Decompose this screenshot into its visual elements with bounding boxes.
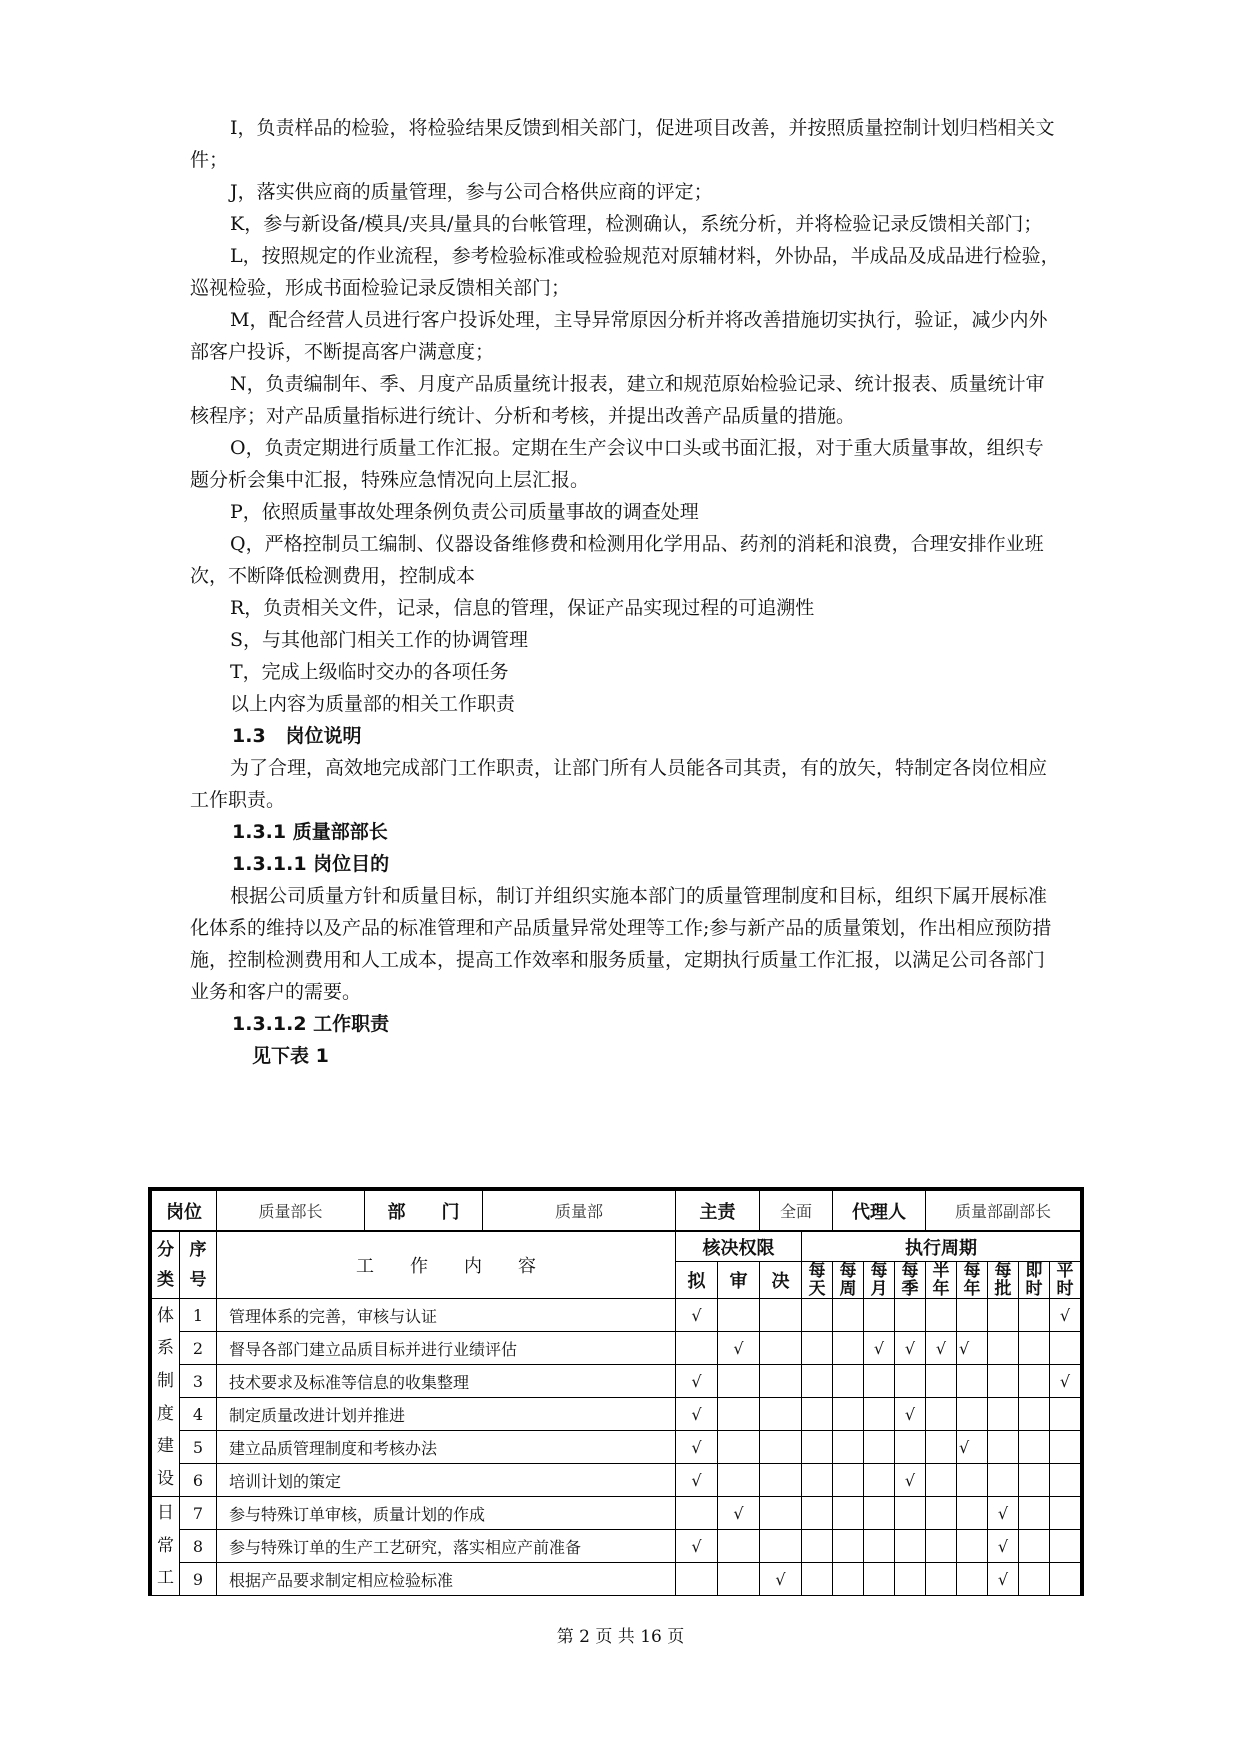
cycle-check-4 xyxy=(926,1464,957,1497)
cycle-check-0 xyxy=(802,1563,833,1596)
table-row xyxy=(152,1563,1081,1596)
table-row xyxy=(152,1464,1081,1497)
cycle-check-8 xyxy=(1050,1563,1081,1596)
cycle-check-7 xyxy=(1019,1563,1050,1596)
authority-check-2 xyxy=(760,1365,802,1398)
cycle-check-4: √ xyxy=(926,1332,957,1365)
cycle-check-5 xyxy=(957,1365,988,1398)
cycle-check-1 xyxy=(833,1497,864,1530)
authority-check-2 xyxy=(760,1464,802,1497)
cycle-check-7 xyxy=(1019,1530,1050,1563)
duty-item-k: K，参与新设备/模具/夹具/量具的台帐管理，检测确认，系统分析，并将检验记录反馈相关部门； xyxy=(230,213,1043,235)
cycle-check-2 xyxy=(864,1431,895,1464)
authority-check-1 xyxy=(718,1365,760,1398)
section-title: 岗位说明 xyxy=(285,725,362,747)
cycle-check-0 xyxy=(802,1431,833,1464)
authority-check-1: √ xyxy=(718,1497,760,1530)
cycle-check-3 xyxy=(895,1563,926,1596)
section-number: 1.3 xyxy=(232,725,266,747)
authority-check-0: √ xyxy=(676,1365,718,1398)
cycle-col-6: 每 批 xyxy=(988,1262,1019,1299)
duties-summary: 以上内容为质量部的相关工作职责 xyxy=(230,693,516,715)
department-value: 质量部 xyxy=(483,1191,676,1232)
cycle-check-2: √ xyxy=(864,1332,895,1365)
cycle-check-7 xyxy=(1019,1464,1050,1497)
cycle-check-1 xyxy=(833,1365,864,1398)
cycle-check-0 xyxy=(802,1464,833,1497)
duty-item-q: Q，严格控制员工编制、仪器设备维修费和检测用化学用品、药剂的消耗和浪费，合理安排作业班次，不断降低检测费用，控制成本 xyxy=(190,533,1044,587)
seq-cell: 9 xyxy=(180,1563,217,1596)
cycle-check-3 xyxy=(895,1365,926,1398)
header-row-1 xyxy=(152,1231,1081,1262)
authority-check-1 xyxy=(718,1398,760,1431)
cycle-check-6 xyxy=(988,1398,1019,1431)
cycle-check-6: √ xyxy=(988,1563,1019,1596)
cycle-col-1: 每 周 xyxy=(833,1262,864,1299)
category-cell: 日 常 工 xyxy=(152,1497,180,1596)
authority-check-1 xyxy=(718,1431,760,1464)
cycle-check-2 xyxy=(864,1563,895,1596)
cycle-check-2 xyxy=(864,1365,895,1398)
cycle-check-5 xyxy=(957,1464,988,1497)
cycle-check-4 xyxy=(926,1563,957,1596)
cycle-check-7 xyxy=(1019,1497,1050,1530)
authority-check-0 xyxy=(676,1332,718,1365)
authority-check-0: √ xyxy=(676,1530,718,1563)
content-cell: 制定质量改进计划并推进 xyxy=(217,1398,676,1431)
duty-item-o: O，负责定期进行质量工作汇报。定期在生产会议中口头或书面汇报，对于重大质量事故，组织专题分析会集中汇报，特殊应急情况向上层汇报。 xyxy=(190,437,1044,491)
category-cell: 体 系 制 度 建 设 xyxy=(152,1299,180,1497)
cycle-check-5: √ xyxy=(957,1431,988,1464)
cycle-check-2 xyxy=(864,1398,895,1431)
cycle-check-3: √ xyxy=(895,1464,926,1497)
cycle-check-5 xyxy=(957,1497,988,1530)
cycle-check-4 xyxy=(926,1299,957,1332)
cycle-check-8 xyxy=(1050,1497,1081,1530)
seq-cell: 7 xyxy=(180,1497,217,1530)
cycle-check-7 xyxy=(1019,1365,1050,1398)
authority-check-1: √ xyxy=(718,1332,760,1365)
authority-col-2: 决 xyxy=(760,1262,802,1299)
cycle-check-7 xyxy=(1019,1431,1050,1464)
authority-check-2: √ xyxy=(760,1563,802,1596)
content-cell: 参与特殊订单审核，质量计划的作成 xyxy=(217,1497,676,1530)
purpose-heading: 1.3.1.1 岗位目的 xyxy=(232,853,390,875)
cycle-check-2 xyxy=(864,1530,895,1563)
cycle-check-4 xyxy=(926,1365,957,1398)
cycle-check-6: √ xyxy=(988,1530,1019,1563)
duty-item-s: S，与其他部门相关工作的协调管理 xyxy=(230,629,529,651)
authority-check-0: √ xyxy=(676,1299,718,1332)
cycle-check-8: √ xyxy=(1050,1365,1081,1398)
table-row xyxy=(152,1431,1081,1464)
cycle-check-1 xyxy=(833,1299,864,1332)
cycle-col-3: 每 季 xyxy=(895,1262,926,1299)
authority-check-0: √ xyxy=(676,1464,718,1497)
cycle-check-6 xyxy=(988,1431,1019,1464)
table-row xyxy=(152,1497,1081,1530)
cycle-col-7: 即 时 xyxy=(1019,1262,1050,1299)
department-label: 部 门 xyxy=(365,1191,483,1232)
table-row xyxy=(152,1398,1081,1431)
main-responsibility-label: 主责 xyxy=(676,1191,760,1232)
post-value: 质量部长 xyxy=(217,1191,365,1232)
cycle-check-6 xyxy=(988,1332,1019,1365)
main-responsibility-value: 全面 xyxy=(760,1191,833,1232)
authority-check-1 xyxy=(718,1464,760,1497)
duty-item-r: R，负责相关文件，记录，信息的管理，保证产品实现过程的可追溯性 xyxy=(230,597,815,619)
duty-item-t: T，完成上级临时交办的各项任务 xyxy=(230,661,509,683)
cycle-col-2: 每 月 xyxy=(864,1262,895,1299)
duty-item-p: P，依照质量事故处理条例负责公司质量事故的调查处理 xyxy=(230,501,699,523)
content-cell: 根据产品要求制定相应检验标准 xyxy=(217,1563,676,1596)
authority-col-1: 审 xyxy=(718,1262,760,1299)
duty-item-m: M，配合经营人员进行客户投诉处理，主导异常原因分析并将改善措施切实执行，验证，减少内外部客户投诉，不断提高客户满意度； xyxy=(190,309,1048,363)
duty-item-j: J，落实供应商的质量管理，参与公司合格供应商的评定； xyxy=(230,181,713,203)
content-cell: 参与特殊订单的生产工艺研究，落实相应产前准备 xyxy=(217,1530,676,1563)
cycle-col-5: 每 年 xyxy=(957,1262,988,1299)
seq-cell: 2 xyxy=(180,1332,217,1365)
authority-check-1 xyxy=(718,1299,760,1332)
authority-check-2 xyxy=(760,1332,802,1365)
cycle-check-1 xyxy=(833,1563,864,1596)
post-info-row xyxy=(152,1191,1081,1232)
cycle-check-0 xyxy=(802,1299,833,1332)
cycle-check-3: √ xyxy=(895,1398,926,1431)
seq-header xyxy=(180,1231,217,1299)
cycle-check-1 xyxy=(833,1398,864,1431)
authority-check-0: √ xyxy=(676,1431,718,1464)
content-header: 工 作 内 容 xyxy=(217,1231,676,1299)
agent-label: 代理人 xyxy=(833,1191,926,1232)
duty-item-i: I，负责样品的检验，将检验结果反馈到相关部门，促进项目改善，并按照质量控制计划归档相关文件； xyxy=(190,117,1055,171)
authority-check-0 xyxy=(676,1497,718,1530)
cycle-col-8: 平 时 xyxy=(1050,1262,1081,1299)
content-cell: 管理体系的完善，审核与认证 xyxy=(217,1299,676,1332)
duties-heading: 1.3.1.2 工作职责 xyxy=(232,1013,390,1035)
post-label: 岗位 xyxy=(152,1191,217,1232)
cycle-check-5 xyxy=(957,1299,988,1332)
agent-value: 质量部副部长 xyxy=(926,1191,1081,1232)
cycle-check-8 xyxy=(1050,1332,1081,1365)
authority-check-2 xyxy=(760,1398,802,1431)
cycle-check-8 xyxy=(1050,1431,1081,1464)
cycle-check-4 xyxy=(926,1398,957,1431)
seq-cell: 5 xyxy=(180,1431,217,1464)
seq-cell: 1 xyxy=(180,1299,217,1332)
cycle-check-8 xyxy=(1050,1398,1081,1431)
cycle-check-8: √ xyxy=(1050,1299,1081,1332)
purpose-text: 根据公司质量方针和质量目标，制订并组织实施本部门的质量管理制度和目标，组织下属开展标准化体系的维持以及产品的标准管理和产品质量异常处理等工作;参与新产品的质量策划，作出相应预防措施，控制检测费用和人工成本，提高工作效率和服务质量，定期执行质量工作汇报，以满足公司各部门业务和客户的需要。 xyxy=(190,885,1052,1003)
cycle-check-7 xyxy=(1019,1398,1050,1431)
cycle-check-0 xyxy=(802,1332,833,1365)
seq-cell: 3 xyxy=(180,1365,217,1398)
cycle-check-6 xyxy=(988,1464,1019,1497)
table-row xyxy=(152,1299,1081,1332)
table-row xyxy=(152,1332,1081,1365)
section-intro: 为了合理，高效地完成部门工作职责，让部门所有人员能各司其责，有的放矢，特制定各岗位相应工作职责。 xyxy=(190,757,1048,811)
cycle-check-6 xyxy=(988,1299,1019,1332)
seq-cell: 6 xyxy=(180,1464,217,1497)
category-header xyxy=(152,1231,180,1299)
cycle-check-0 xyxy=(802,1497,833,1530)
cycle-check-0 xyxy=(802,1365,833,1398)
cycle-check-4 xyxy=(926,1497,957,1530)
category-header-text: 分 类 xyxy=(157,1240,174,1290)
table-row xyxy=(152,1365,1081,1398)
cycle-check-3 xyxy=(895,1299,926,1332)
cycle-col-4: 半 年 xyxy=(926,1262,957,1299)
seq-cell: 8 xyxy=(180,1530,217,1563)
table-row xyxy=(152,1530,1081,1563)
subsection-heading: 1.3.1 质量部部长 xyxy=(232,821,388,843)
section-heading-1-3 xyxy=(190,720,1060,752)
authority-check-2 xyxy=(760,1431,802,1464)
cycle-check-3: √ xyxy=(895,1332,926,1365)
cycle-check-6: √ xyxy=(988,1497,1019,1530)
duty-item-l: L，按照规定的作业流程，参考检验标准或检验规范对原辅材料，外协品，半成品及成品进行检验，巡视检验，形成书面检验记录反馈相关部门； xyxy=(190,245,1060,299)
cycle-check-1 xyxy=(833,1431,864,1464)
authority-check-0: √ xyxy=(676,1398,718,1431)
seq-header-text: 序 号 xyxy=(189,1240,207,1290)
cycle-check-3 xyxy=(895,1530,926,1563)
authority-check-1 xyxy=(718,1530,760,1563)
authority-check-2 xyxy=(760,1299,802,1332)
cycle-check-2 xyxy=(864,1299,895,1332)
authority-check-0 xyxy=(676,1563,718,1596)
see-table-note: 见下表 1 xyxy=(252,1045,329,1067)
cycle-check-5: √ xyxy=(957,1332,988,1365)
cycle-check-0 xyxy=(802,1398,833,1431)
cycle-check-8 xyxy=(1050,1464,1081,1497)
cycle-check-0 xyxy=(802,1530,833,1563)
responsibility-table xyxy=(148,1187,1084,1596)
content-cell: 技术要求及标准等信息的收集整理 xyxy=(217,1365,676,1398)
cycle-check-6 xyxy=(988,1365,1019,1398)
authority-header: 核决权限 xyxy=(676,1231,802,1262)
cycle-check-1 xyxy=(833,1530,864,1563)
cycle-check-1 xyxy=(833,1332,864,1365)
authority-check-1 xyxy=(718,1563,760,1596)
content-cell: 培训计划的策定 xyxy=(217,1464,676,1497)
content-cell: 督导各部门建立品质目标并进行业绩评估 xyxy=(217,1332,676,1365)
duties-list xyxy=(190,112,1060,1072)
cycle-check-2 xyxy=(864,1464,895,1497)
cycle-check-5 xyxy=(957,1530,988,1563)
authority-col-0: 拟 xyxy=(676,1262,718,1299)
duty-item-n: N，负责编制年、季、月度产品质量统计报表，建立和规范原始检验记录、统计报表、质量统计审核程序；对产品质量指标进行统计、分析和考核，并提出改善产品质量的措施。 xyxy=(190,373,1045,427)
cycle-col-0: 每 天 xyxy=(802,1262,833,1299)
cycle-check-5 xyxy=(957,1563,988,1596)
cycle-check-5 xyxy=(957,1398,988,1431)
cycle-check-7 xyxy=(1019,1332,1050,1365)
cycle-check-4 xyxy=(926,1530,957,1563)
page-footer: 第 2 页 共 16 页 xyxy=(556,1627,685,1647)
content-cell: 建立品质管理制度和考核办法 xyxy=(217,1431,676,1464)
authority-check-2 xyxy=(760,1530,802,1563)
cycle-header: 执行周期 xyxy=(802,1231,1081,1262)
cycle-check-1 xyxy=(833,1464,864,1497)
authority-check-2 xyxy=(760,1497,802,1530)
cycle-check-7 xyxy=(1019,1299,1050,1332)
cycle-check-4 xyxy=(926,1431,957,1464)
cycle-check-2 xyxy=(864,1497,895,1530)
cycle-check-3 xyxy=(895,1497,926,1530)
cycle-check-3 xyxy=(895,1431,926,1464)
seq-cell: 4 xyxy=(180,1398,217,1431)
cycle-check-8 xyxy=(1050,1530,1081,1563)
